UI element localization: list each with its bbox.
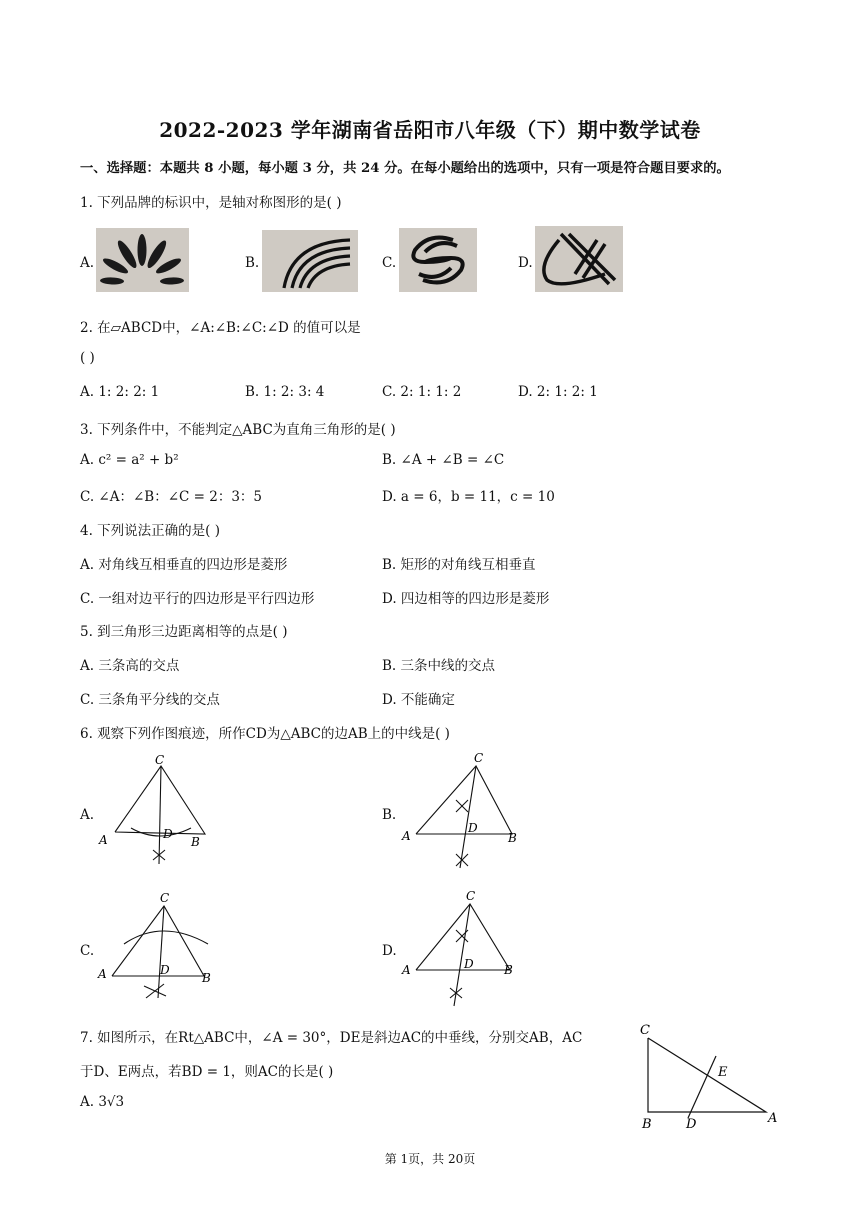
q6-option-b-label: B. xyxy=(382,807,397,823)
q7-figure xyxy=(636,1018,786,1130)
x-logo-image xyxy=(535,226,623,292)
q7-label-a: A xyxy=(768,1111,778,1126)
question-7-stem-line1: 7. 如图所示，在Rt△ABC中，∠A = 30°，DE是斜边AC的中垂线，分别交AB，AC xyxy=(80,1030,583,1046)
q6d-label-c: C xyxy=(466,889,476,903)
q7-option-a: A. 3√3 xyxy=(80,1094,125,1110)
q7-label-b: B xyxy=(642,1117,652,1130)
q4-option-d: D. 四边相等的四边形是菱形 xyxy=(382,591,550,607)
question-6-stem: 6. 观察下列作图痕迹，所作CD为△ABC的边AB上的中线是( ) xyxy=(80,726,450,742)
q3-option-a: A. c² = a² + b² xyxy=(80,452,179,468)
q6d-label-d: D xyxy=(464,957,474,971)
q5-option-a: A. 三条高的交点 xyxy=(80,658,180,674)
q4-option-a: A. 对角线互相垂直的四边形是菱形 xyxy=(80,557,288,573)
q6-figure-b xyxy=(400,750,530,875)
q2-option-d: D. 2: 1: 2: 1 xyxy=(518,384,598,400)
q6-option-c-label: C. xyxy=(80,943,95,959)
q5-option-b: B. 三条中线的交点 xyxy=(382,658,496,674)
q6-option-d-label: D. xyxy=(382,943,397,959)
question-2-paren: ( ) xyxy=(80,350,95,366)
q6c-label-a: A xyxy=(98,967,107,981)
question-2-stem: 2. 在▱ABCD中，∠A:∠B:∠C:∠D 的值可以是 xyxy=(80,320,361,336)
q6a-label-a: A xyxy=(99,833,108,847)
q6-figure-c xyxy=(96,888,226,1006)
q6c-label-b: B xyxy=(202,971,211,985)
q4-option-c: C. 一组对边平行的四边形是平行四边形 xyxy=(80,591,315,607)
q1-option-d-label: D. xyxy=(518,255,533,271)
q6a-label-c: C xyxy=(155,753,165,767)
question-3-stem: 3. 下列条件中，不能判定△ABC为直角三角形的是( ) xyxy=(80,422,396,438)
q1-option-c-label: C. xyxy=(382,255,397,271)
page-footer: 第 1页，共 20页 xyxy=(384,1152,476,1166)
q3-option-d: D. a = 6，b = 11，c = 10 xyxy=(382,489,555,505)
q7-label-d: D xyxy=(686,1117,697,1130)
arc-logo-image xyxy=(262,230,358,292)
q6-figure-d xyxy=(400,886,530,1011)
q7-label-e: E xyxy=(718,1065,728,1080)
q5-option-d: D. 不能确定 xyxy=(382,692,455,708)
q1-option-a-label: A. xyxy=(80,255,95,271)
question-4-stem: 4. 下列说法正确的是( ) xyxy=(80,523,220,539)
q6-figure-a xyxy=(95,752,215,870)
q6c-label-c: C xyxy=(160,891,170,905)
q6c-label-d: D xyxy=(160,963,170,977)
huawei-logo-image xyxy=(96,228,189,292)
q5-option-c: C. 三条角平分线的交点 xyxy=(80,692,220,708)
q6b-label-b: B xyxy=(508,831,517,845)
q2-option-c: C. 2: 1: 1: 2 xyxy=(382,384,462,400)
q4-option-b: B. 矩形的对角线互相垂直 xyxy=(382,557,536,573)
q6a-label-d: D xyxy=(163,827,173,841)
q6a-label-b: B xyxy=(191,835,200,849)
q6b-label-d: D xyxy=(468,821,478,835)
q6d-label-a: A xyxy=(402,963,411,977)
q3-option-b: B. ∠A + ∠B = ∠C xyxy=(382,452,505,468)
q6b-label-a: A xyxy=(402,829,411,843)
spiral-logo-image xyxy=(399,228,477,292)
q7-label-c: C xyxy=(640,1023,650,1038)
question-1-stem: 1. 下列品牌的标识中，是轴对称图形的是( ) xyxy=(80,195,342,211)
question-7-stem-line2: 于D、E两点，若BD = 1，则AC的长是( ) xyxy=(80,1064,334,1080)
question-5-stem: 5. 到三角形三边距离相等的点是( ) xyxy=(80,624,288,640)
q2-option-b: B. 1: 2: 3: 4 xyxy=(245,384,325,400)
section-heading: 一、选择题：本题共 8 小题，每小题 3 分，共 24 分。在每小题给出的选项中，只有一项是符合题目要求的。 xyxy=(80,161,730,176)
q1-option-b-label: B. xyxy=(245,255,260,271)
q3-option-c: C. ∠A：∠B：∠C = 2：3：5 xyxy=(80,489,263,505)
q6b-label-c: C xyxy=(474,751,484,765)
q2-option-a: A. 1: 2: 2: 1 xyxy=(80,384,160,400)
q6d-label-b: B xyxy=(504,963,513,977)
page-title: 2022-2023 学年湖南省岳阳市八年级（下）期中数学试卷 xyxy=(159,118,701,142)
q6-option-a-label: A. xyxy=(80,807,95,823)
